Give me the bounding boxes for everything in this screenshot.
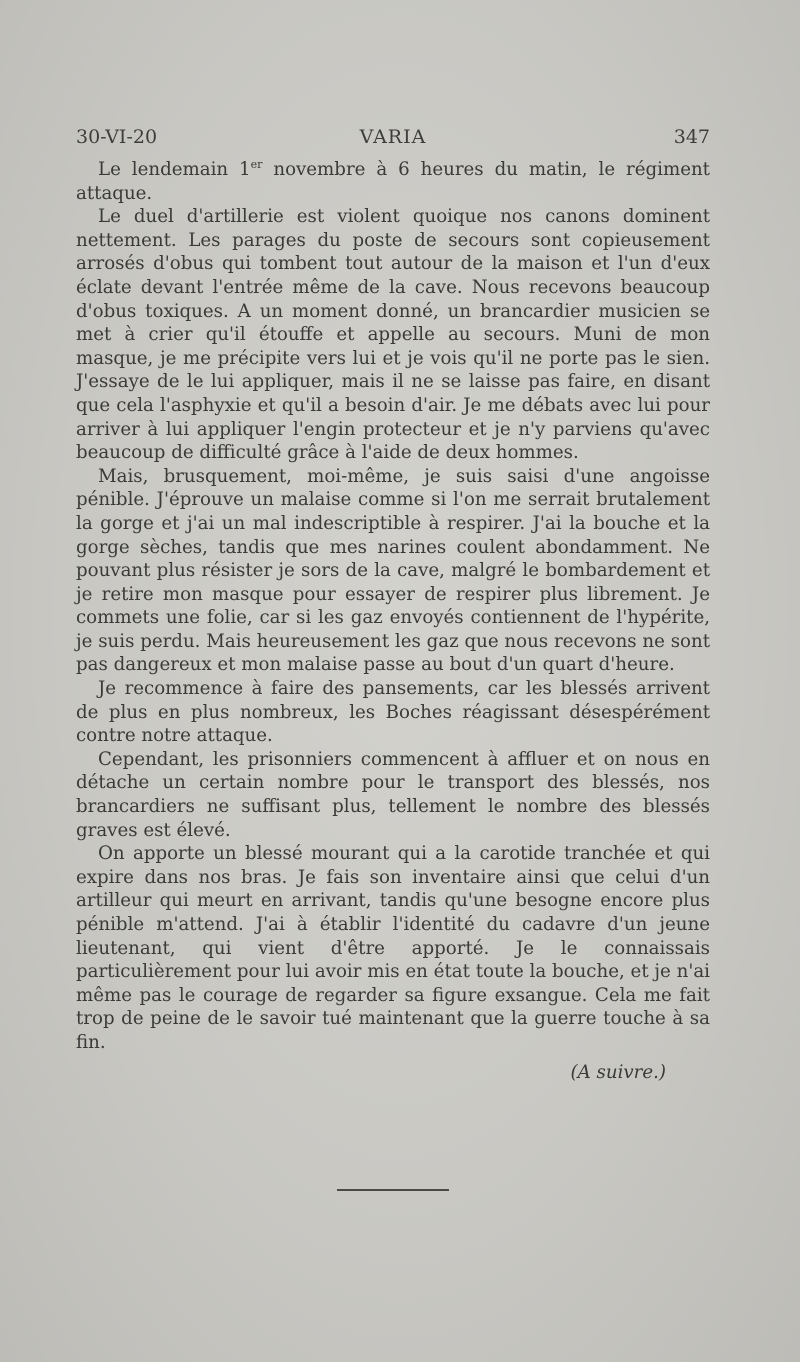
page-number: 347 [673,126,710,148]
paragraph-5: Cependant, les prisonniers commencent à affluer et on nous en détache un certain nombre pour le transport des blessés, nos brancardiers ne suffisant plus, tellement le nombre des blessés graves est élevé. [76,748,710,841]
paragraph-2: Le duel d'artillerie est violent quoique nos canons dominent nettement. Les parages du poste de secours sont copieusement arrosés d'obus qui tombent tout autour de la maison et l'un d'eux éclate devant l'entrée même de la cave. Nous recevons beaucoup d'obus toxiques. A un moment donné, un brancardier musicien se met à crier qu'il étouffe et appelle au secours. Muni de mon masque, je me précipite vers lui et je vois qu'il ne porte pas le sien. J'essaye de le lui appliquer, mais il ne se laisse pas faire, en disant que cela l'asphyxie et qu'il a besoin d'air. Je me débats avec lui pour arriver à lui appliquer l'engin protecteur et je n'y parviens qu'avec beaucoup de difficulté grâce à l'aide de deux hommes. [76,206,710,464]
paragraph-1-start: Le lendemain 1 [98,159,251,180]
header-date: 30-VI-20 [76,126,158,148]
paragraph-4: Je recommence à faire des pansements, car les blessés arrivent de plus en plus nombreux, les Boches réagissant désespérément contre notre attaque. [76,678,710,747]
ordinal-superscript: er [250,157,263,171]
section-divider [337,1189,449,1191]
paragraph-6: On apporte un blessé mourant qui a la carotide tranchée et qui expire dans nos bras. Je fais son inventaire ainsi que celui d'un artilleur qui meurt en arrivant, tandis qu'une besogne encore plus pénible m'attend. J'ai à établir l'identité du cadavre d'un jeune lieutenant, qui vient d'être apporté. Je le connaissais particulièrement pour lui avoir mis en état toute la bouche, et je n'ai même pas le courage de regarder sa figure exsangue. Cela me fait trop de peine de le savoir tué maintenant que la guerre touche à sa fin. [76,843,710,1053]
to-be-continued: (A suivre.) [570,1061,666,1083]
paragraph-3: Mais, brusquement, moi-même, je suis saisi d'une angoisse pénible. J'éprouve un malaise comme si l'on me serrait brutalement la gorge et j'ai un mal indescriptible à respirer. J'ai la bouche et la gorge sèches, tandis que mes narines coulent abondamment. Ne pouvant plus résister je sors de la cave, malgré le bombardement et je retire mon masque pour essayer de respirer plus librement. Je commets une folie, car si les gaz envoyés contiennent de l'hypérite, je suis perdu. Mais heureusement les gaz que nous recevons ne sont pas dangereux et mon malaise passe au bout d'un quart d'heure. [76,465,710,676]
paragraph-1-end: novembre à 6 heures du matin, le régiment attaque. [76,159,710,204]
body-text [76,158,710,1084]
paragraph-1 [76,158,710,205]
running-header [76,126,710,152]
header-section-title: VARIA [359,126,427,148]
